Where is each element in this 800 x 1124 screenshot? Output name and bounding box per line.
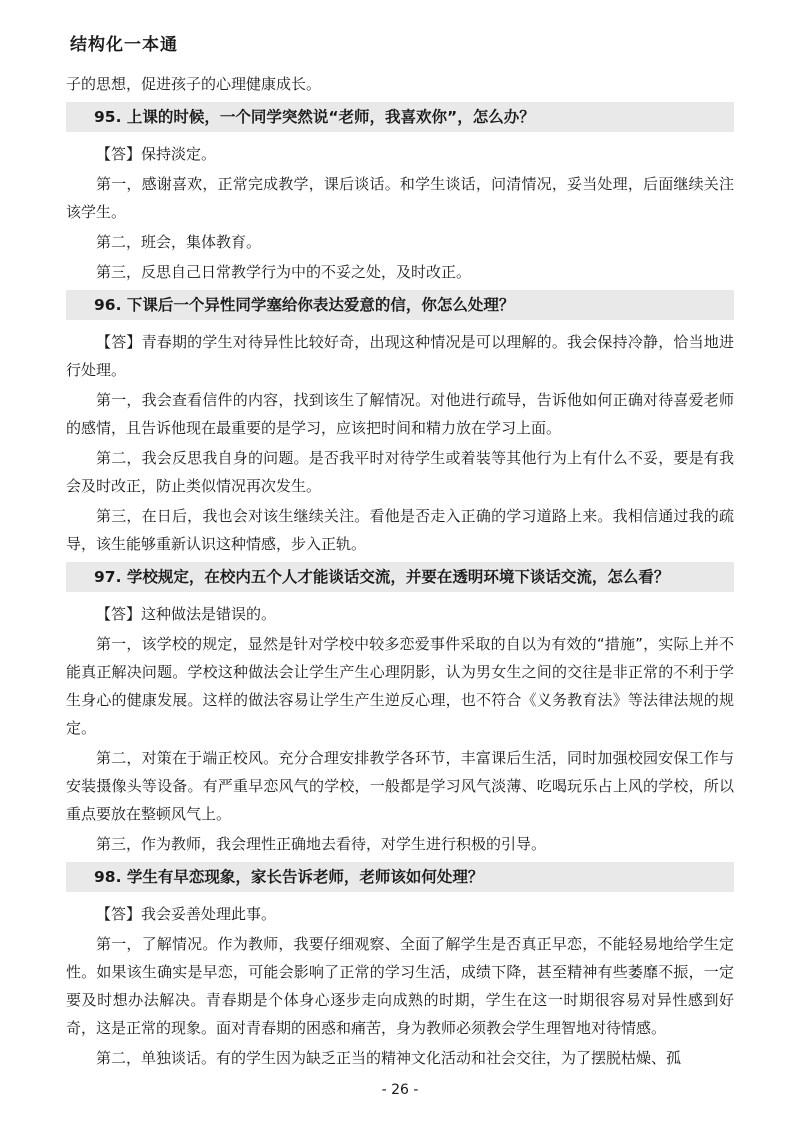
question-heading: 95. 上课的时候，一个同学突然说“老师，我喜欢你”，怎么办？ (66, 102, 734, 132)
paragraph: 【答】这种做法是错误的。 (96, 605, 277, 623)
page-header-title: 结构化一本通 (70, 35, 178, 55)
paragraph: 第三，反思自己日常教学行为中的不妥之处，及时改正。 (96, 263, 472, 281)
question-heading: 96. 下课后一个异性同学塞给你表达爱意的信，你怎么处理？ (66, 290, 734, 320)
paragraph: 第二，我会反思我自身的问题。是否我平时对待学生或着装等其他行为上有什么不妥，要是有我会及时改正，防止类似情况再次发生。 (66, 449, 734, 495)
paragraph: 第三，作为教师，我会理性正确地去看待，对学生进行积极的引导。 (96, 835, 547, 853)
paragraph: 第三，在日后，我也会对该生继续关注。看他是否走入正确的学习道路上来。我相信通过我的疏导，该生能够重新认识这种情感，步入正轨。 (66, 507, 734, 553)
paragraph: 【答】保持淡定。 (96, 145, 217, 163)
paragraph: 第二，对策在于端正校风。充分合理安排教学各环节，丰富课后生活，同时加强校园安保工作与安装摄像头等设备。有严重早恋风气的学校，一般都是学习风气淡薄、吃喝玩乐占上风的学校，所以重点要放在整顿风气上。 (66, 749, 734, 823)
paragraph: 第一，该学校的规定，显然是针对学校中较多恋爱事件采取的自以为有效的“措施”，实际上并不能真正解决问题。学校这种做法会让学生产生心理阴影，认为男女生之间的交往是非正常的不利于学生身心的健康发展。这样的做法容易让学生产生逆反心理，也不符合《义务教育法》等法律法规的规定。 (66, 635, 734, 737)
question-heading: 98. 学生有早恋现象，家长告诉老师，老师该如何处理？ (66, 862, 734, 892)
paragraph: 【答】青春期的学生对待异性比较好奇，出现这种情况是可以理解的。我会保持冷静，恰当地进行处理。 (66, 333, 734, 379)
paragraph: 第二，班会，集体教育。 (96, 233, 262, 251)
paragraph: 第二，单独谈话。有的学生因为缺乏正当的精神文化活动和社会交往，为了摆脱枯燥、孤 (96, 1049, 682, 1067)
paragraph: 子的思想，促进孩子的心理健康成长。 (66, 75, 322, 93)
paragraph: 第一，感谢喜欢，正常完成教学，课后谈话。和学生谈话，问清情况，妥当处理，后面继续关注该学生。 (66, 175, 734, 221)
page-number: - 26 - (381, 1082, 419, 1098)
document-body (66, 70, 734, 1074)
paragraph: 第一，我会查看信件的内容，找到该生了解情况。对他进行疏导，告诉他如何正确对待喜爱老师的感情，且告诉他现在最重要的是学习，应该把时间和精力放在学习上面。 (66, 391, 734, 437)
paragraph: 【答】我会妥善处理此事。 (96, 905, 277, 923)
question-heading: 97. 学校规定，在校内五个人才能谈话交流，并要在透明环境下谈话交流，怎么看？ (66, 562, 734, 592)
paragraph: 第一，了解情况。作为教师，我要仔细观察、全面了解学生是否真正早恋，不能轻易地给学生定性。如果该生确实是早恋，可能会影响了正常的学习生活，成绩下降，甚至精神有些萎靡不振，一定要及时想办法解决。青春期是个体身心逐步走向成熟的时期，学生在这一时期很容易对异性感到好奇，这是正常的现象。面对青春期的困惑和痛苦，身为教师必须教会学生理智地对待情感。 (66, 935, 734, 1037)
